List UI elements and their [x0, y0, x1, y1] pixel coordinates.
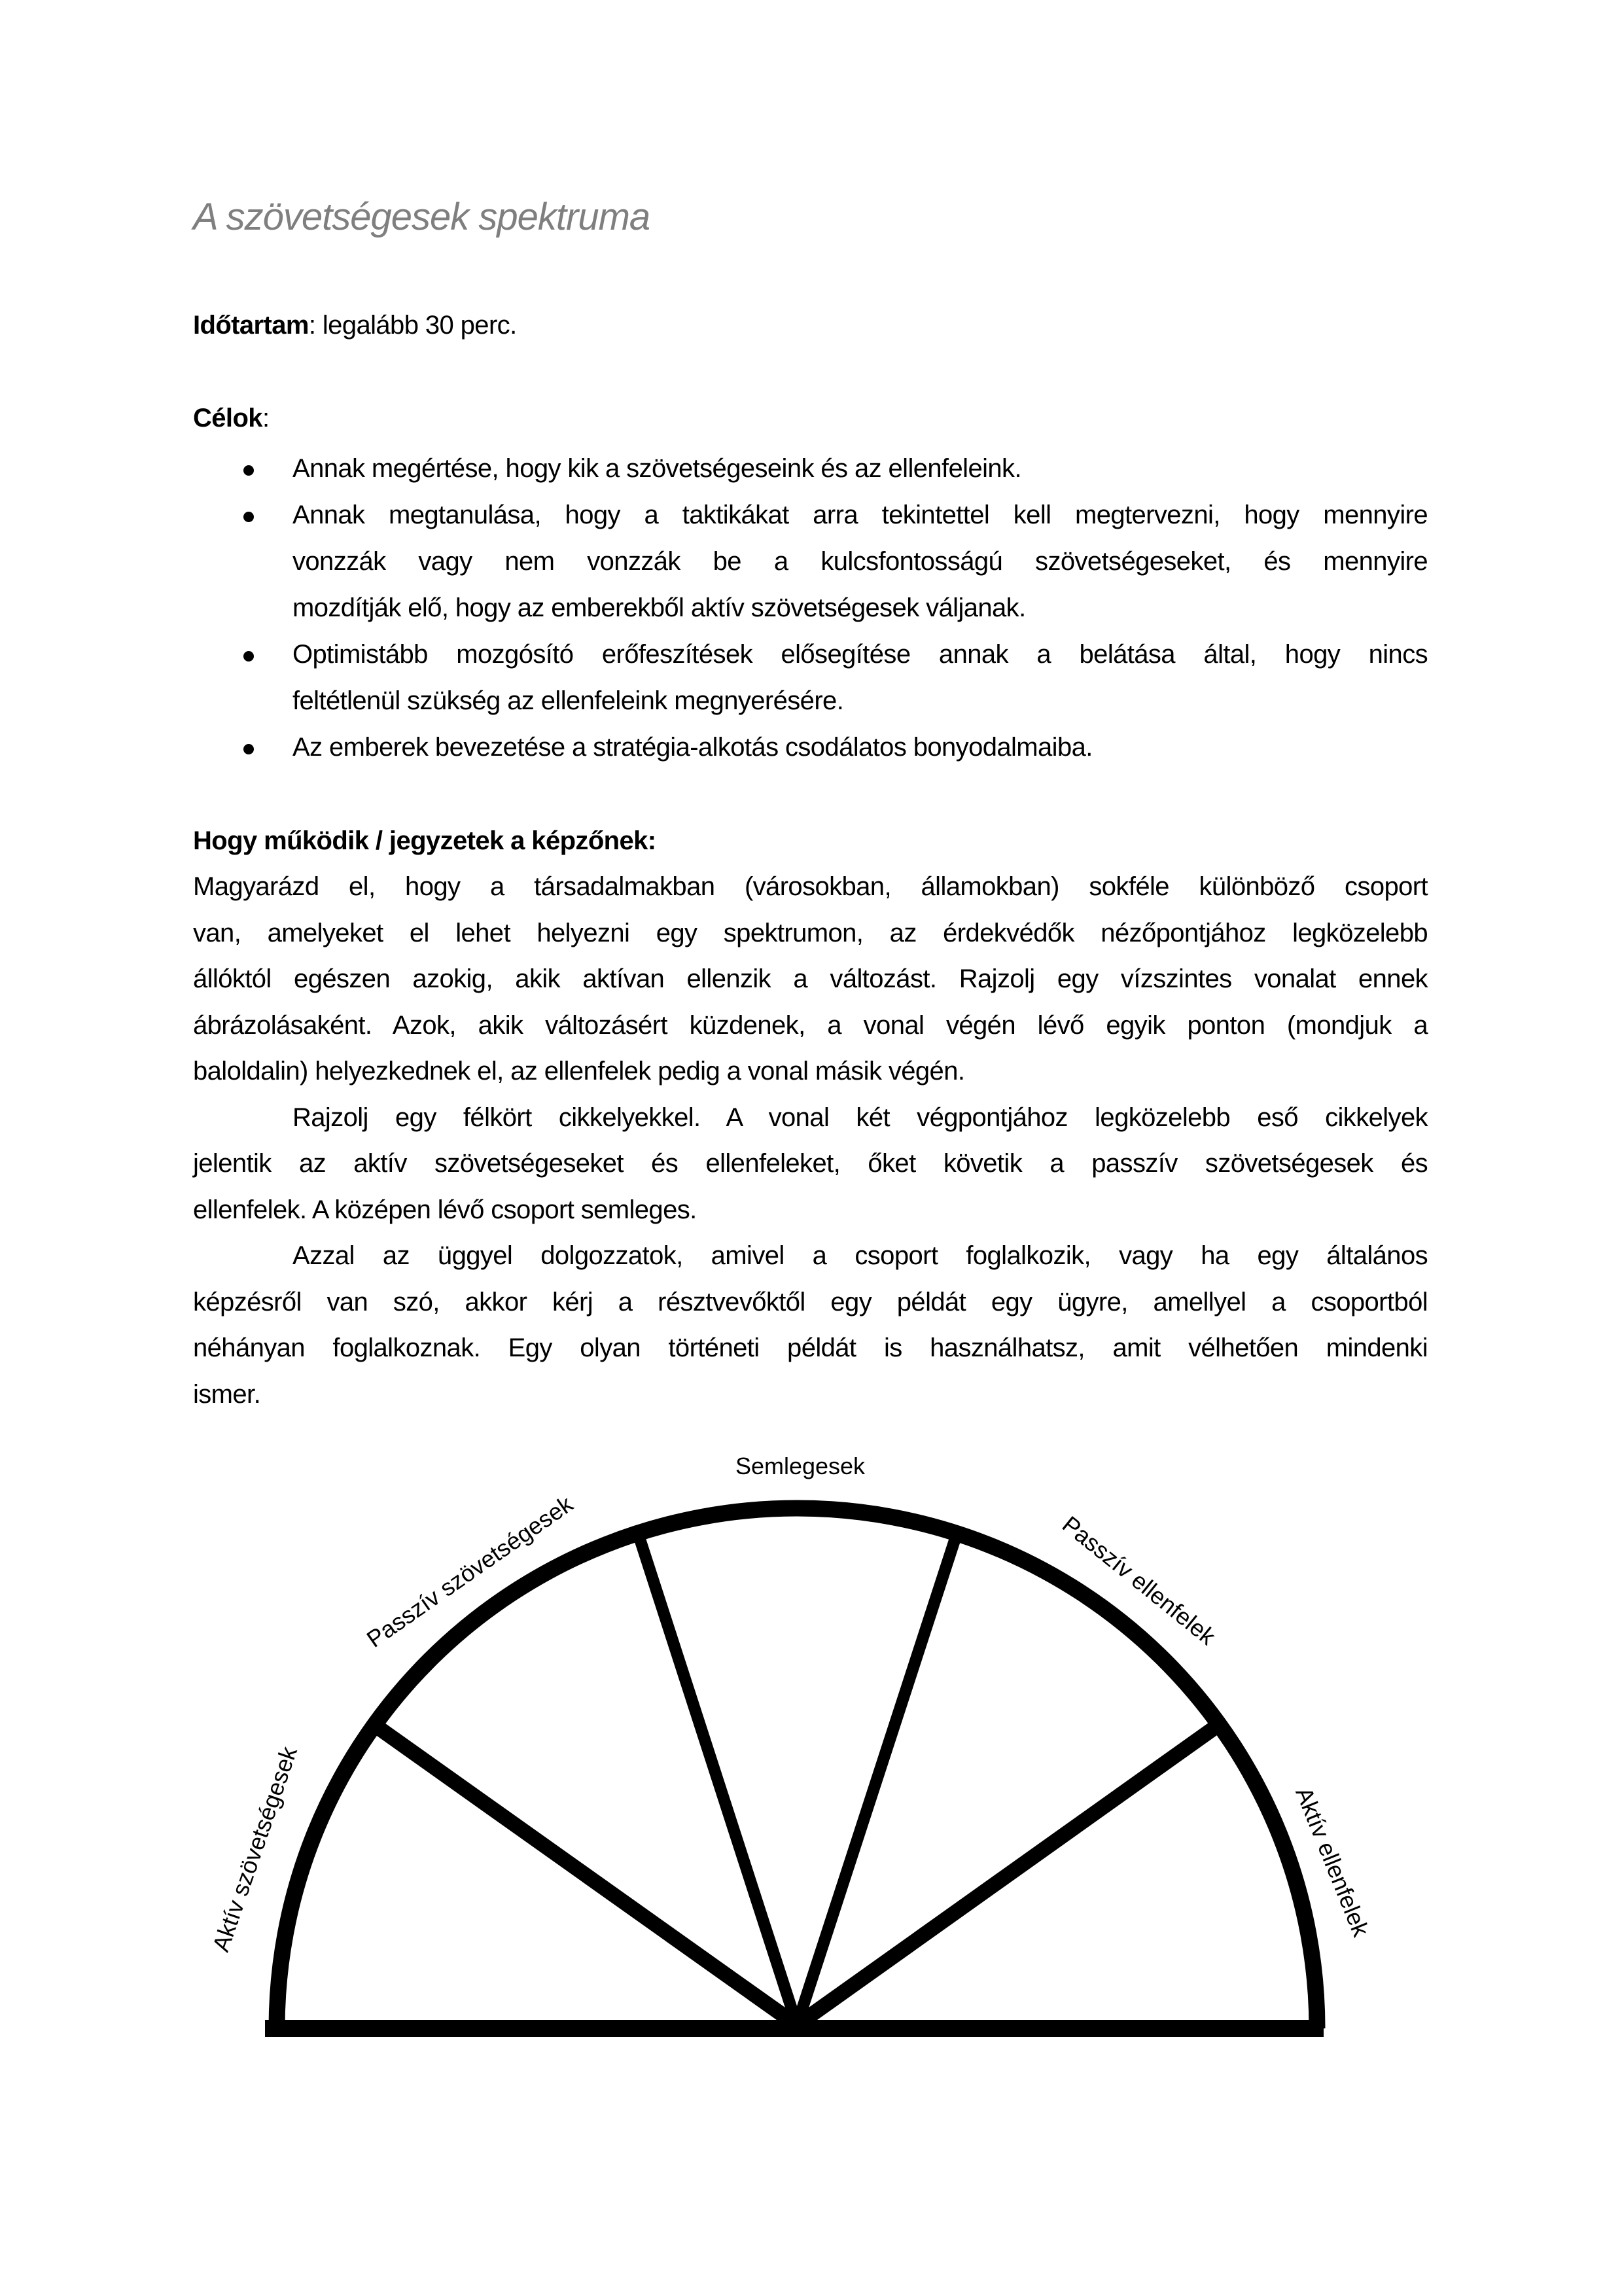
paragraph-1-line-1: Magyarázd el, hogy a társadalmakban (városokban, államokban) sokféle különböző csoport — [193, 872, 1428, 901]
bullet-icon — [243, 512, 254, 522]
duration-value: : legalább 30 perc. — [308, 311, 517, 340]
label-active-opponents: Aktív ellenfelek — [1290, 1783, 1375, 1941]
bullet-icon — [243, 744, 254, 754]
goal-item-3-line-2: feltétlenül szükség az ellenfeleink megnyerésére. — [292, 686, 844, 715]
paragraph-2-line-2: jelentik az aktív szövetségeseket és ellenfeleket, őket követik a passzív szövetségesek és — [193, 1149, 1428, 1178]
label-neutrals: Semlegesek — [735, 1453, 866, 1479]
duration-line — [193, 302, 1428, 349]
spoke-left-outer — [374, 1725, 797, 2025]
paragraph-2-line-3: ellenfelek. A középen lévő csoport semleges. — [193, 1195, 697, 1224]
goal-item-1-line-1: Annak megértése, hogy kik a szövetségeseink és az ellenfeleink. — [292, 454, 1021, 483]
goal-item-4-line-1: Az emberek bevezetése a stratégia-alkotás csodálatos bonyodalmaiba. — [292, 733, 1093, 762]
paragraph-1-line-4: ábrázolásaként. Azok, akik változásért küzdenek, a vonal végén lévő egyik ponton (mondjuk a — [193, 1011, 1428, 1040]
spoke-left-inner — [637, 1531, 797, 2025]
baseline-bar — [265, 2020, 1324, 2037]
semicircle-figure — [265, 1508, 1324, 2037]
duration-label: Időtartam — [193, 311, 309, 340]
goals-label: Célok — [193, 404, 262, 433]
goal-item-2-line-2: vonzzák vagy nem vonzzák be a kulcsfontosságú szövetségeseket, és mennyire — [292, 547, 1428, 576]
semicircle-arc — [277, 1508, 1317, 2028]
spoke-right-inner — [797, 1534, 957, 2025]
label-passive-opponents: Passzív ellenfelek — [1057, 1510, 1221, 1650]
bullet-icon — [243, 465, 254, 476]
goal-item-3-line-1: Optimistább mozgósító erőfeszítések elősegítése annak a belátása által, hogy nincs — [292, 640, 1428, 669]
paragraph-2-line-1: Rajzolj egy félkört cikkelyekkel. A vonal két végpontjához legközelebb eső cikkelyek — [292, 1103, 1428, 1132]
paragraph-1-line-5: baloldalin) helyezkednek el, az ellenfelek pedig a vonal másik végén. — [193, 1057, 965, 1086]
bullet-icon — [243, 651, 254, 662]
paragraph-3-line-2: képzésről van szó, akkor kérj a résztvevőktől egy példát egy ügyre, amellyel a csoportból — [193, 1288, 1428, 1316]
paragraph-1-line-2: van, amelyeket el lehet helyezni egy spektrumon, az érdekvédők nézőpontjához legközelebb — [193, 919, 1428, 947]
goals-heading — [193, 395, 1428, 442]
label-active-allies: Aktív szövetségesek — [207, 1743, 302, 1955]
goal-item-2-line-1: Annak megtanulása, hogy a taktikákat arra tekintettel kell megtervezni, hogy mennyire — [292, 501, 1428, 529]
label-passive-allies: Passzív szövetségesek — [361, 1490, 578, 1653]
how-it-works-heading: Hogy működik / jegyzetek a képzőnek: — [193, 826, 656, 855]
goal-item-2-line-3: mozdítják elő, hogy az emberekből aktív szövetségesek váljanak. — [292, 593, 1026, 622]
paragraph-3-line-4: ismer. — [193, 1380, 261, 1409]
paragraph-3-line-3: néhányan foglalkoznak. Egy olyan történeti példát is használhatsz, amit vélhetően mindenki — [193, 1333, 1428, 1362]
goals-colon: : — [262, 404, 270, 433]
page-title: A szövetségesek spektruma — [193, 196, 650, 238]
spoke-right-outer — [797, 1727, 1215, 2025]
paragraph-1-line-3: állóktól egészen azokig, akik aktívan ellenzik a változást. Rajzolj egy vízszintes vonalat ennek — [193, 964, 1428, 993]
paragraph-3-line-1: Azzal az üggyel dolgozzatok, amivel a csoport foglalkozik, vagy ha egy általános — [292, 1241, 1428, 1270]
